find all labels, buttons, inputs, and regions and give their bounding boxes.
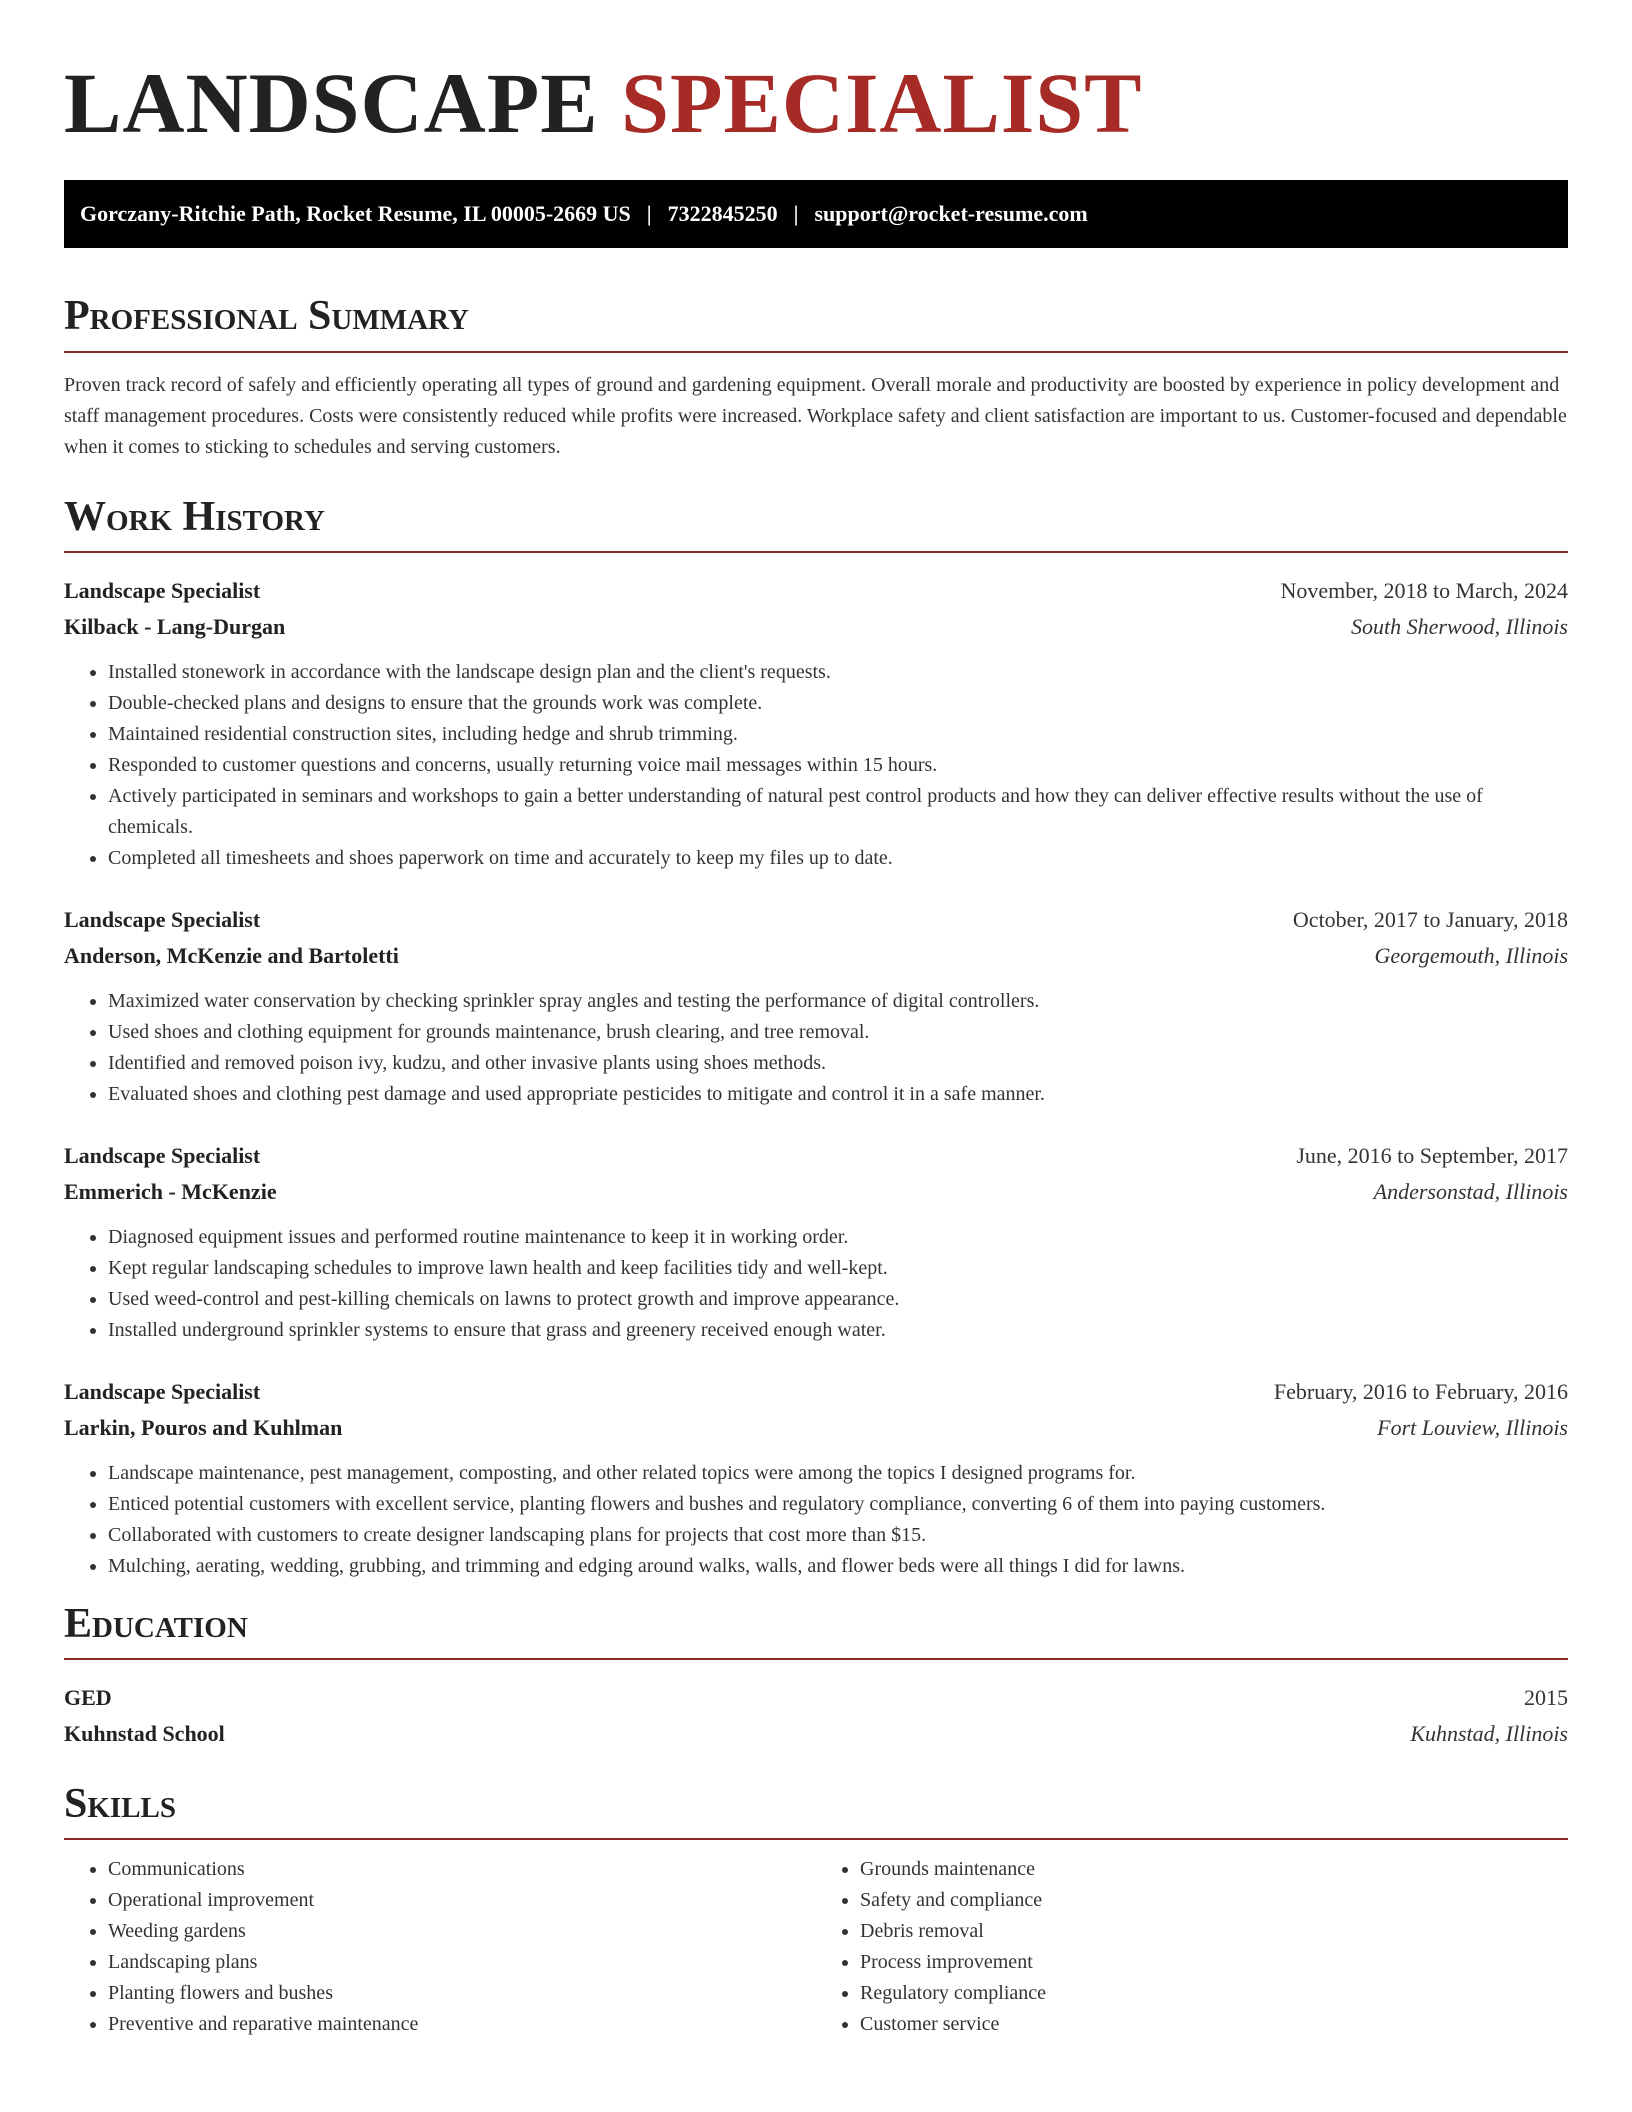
job-bullet: • Double-checked plans and designs to ensure that the grounds work was complete. <box>108 688 1568 719</box>
education-entry <box>64 1680 1568 1752</box>
skill-item: • Planting flowers and bushes <box>108 1978 816 2009</box>
job-bullets <box>64 1222 1568 1346</box>
skills-columns <box>64 1854 1568 2040</box>
job-bullet: • Maintained residential construction sites, including hedge and shrub trimming. <box>108 719 1568 750</box>
job-bullet: • Diagnosed equipment issues and performed routine maintenance to keep it in working order. <box>108 1222 1568 1253</box>
education-school: Kuhnstad School <box>64 1721 225 1747</box>
job-company: Larkin, Pouros and Kuhlman <box>64 1414 343 1440</box>
contact-address: Gorczany-Ritchie Path, Rocket Resume, IL 00005-2669 US <box>80 201 631 227</box>
job-bullet: • Maximized water conservation by checking sprinkler spray angles and testing the performance of digital controllers. <box>108 986 1568 1017</box>
job-bullets <box>64 986 1568 1110</box>
job-entry <box>64 573 1568 874</box>
skills-section <box>64 1780 1568 2040</box>
job-bullet: • Enticed potential customers with excellent service, planting flowers and bushes and regulatory compliance, converting 6 of them into paying customers. <box>108 1489 1568 1520</box>
job-title: Landscape Specialist <box>64 906 261 932</box>
work-history-section <box>64 493 1568 1582</box>
section-divider <box>64 551 1568 553</box>
job-bullet: • Evaluated shoes and clothing pest damage and used appropriate pesticides to mitigate and control it in a safe manner. <box>108 1079 1568 1110</box>
job-dates: February, 2016 to February, 2016 <box>1273 1378 1568 1404</box>
job-dates: November, 2018 to March, 2024 <box>1280 577 1568 603</box>
skill-item: • Safety and compliance <box>860 1885 1568 1916</box>
professional-summary-section <box>64 292 1568 462</box>
skill-item: • Communications <box>108 1854 816 1885</box>
job-bullet: • Installed underground sprinkler systems to ensure that grass and greenery received enough water. <box>108 1315 1568 1346</box>
job-company: Kilback - Lang-Durgan <box>64 613 286 639</box>
job-location: South Sherwood, Illinois <box>1351 613 1568 639</box>
resume-name <box>64 55 1568 151</box>
job-bullet: • Actively participated in seminars and workshops to gain a better understanding of natural pest control products and how they can deliver effective results without the use of chemicals. <box>108 781 1568 843</box>
education-location: Kuhnstad, Illinois <box>1410 1721 1568 1747</box>
section-divider <box>64 1838 1568 1840</box>
skills-list-left <box>64 1854 816 2040</box>
skill-item: • Grounds maintenance <box>860 1854 1568 1885</box>
job-bullets <box>64 657 1568 874</box>
contact-separator: | <box>793 201 799 227</box>
job-location: Georgemouth, Illinois <box>1374 942 1568 968</box>
education-year: 2015 <box>1524 1685 1568 1711</box>
skill-item: • Debris removal <box>860 1916 1568 1947</box>
job-location: Fort Louview, Illinois <box>1377 1414 1568 1440</box>
job-bullet: • Installed stonework in accordance with the landscape design plan and the client's requests. <box>108 657 1568 688</box>
job-bullet: • Completed all timesheets and shoes paperwork on time and accurately to keep my files up to date. <box>108 843 1568 874</box>
education-section <box>64 1600 1568 1752</box>
job-bullet: • Responded to customer questions and concerns, usually returning voice mail messages within 15 hours. <box>108 750 1568 781</box>
skill-item: • Operational improvement <box>108 1885 816 1916</box>
job-bullet: • Used weed-control and pest-killing chemicals on lawns to protect growth and improve appearance. <box>108 1284 1568 1315</box>
job-dates: June, 2016 to September, 2017 <box>1296 1142 1568 1168</box>
job-company: Emmerich - McKenzie <box>64 1178 277 1204</box>
job-title: Landscape Specialist <box>64 1142 261 1168</box>
section-divider <box>64 1658 1568 1660</box>
section-divider <box>64 351 1568 353</box>
job-entry <box>64 902 1568 1110</box>
section-title-skills: Skills <box>64 1781 177 1828</box>
job-bullet: • Mulching, aerating, wedding, grubbing, and trimming and edging around walks, walls, and flower beds were all things I did for lawns. <box>108 1551 1568 1582</box>
job-dates: October, 2017 to January, 2018 <box>1292 906 1568 932</box>
job-bullet: • Collaborated with customers to create designer landscaping plans for projects that cost more than $15. <box>108 1520 1568 1551</box>
skill-item: • Weeding gardens <box>108 1916 816 1947</box>
job-bullet: • Landscape maintenance, pest management, composting, and other related topics were among the topics I designed programs for. <box>108 1458 1568 1489</box>
name-first: LANDSCAPE <box>64 55 599 151</box>
skill-item: • Process improvement <box>860 1947 1568 1978</box>
job-title: Landscape Specialist <box>64 1378 261 1404</box>
job-bullet: • Used shoes and clothing equipment for grounds maintenance, brush clearing, and tree removal. <box>108 1017 1568 1048</box>
job-company: Anderson, McKenzie and Bartoletti <box>64 942 399 968</box>
job-bullet: • Kept regular landscaping schedules to improve lawn health and keep facilities tidy and well-kept. <box>108 1253 1568 1284</box>
summary-text: Proven track record of safely and efficiently operating all types of ground and gardening equipment. Overall morale and productivity are boosted by experience in policy development and staff management procedures. Costs were consistently reduced while profits were increased. Workplace safety and client satisfaction are important to us. Customer-focused and dependable when it comes to sticking to schedules and serving customers. <box>64 373 1567 458</box>
contact-separator: | <box>646 201 652 227</box>
skill-item: • Customer service <box>860 2009 1568 2040</box>
section-title-summary: Professional Summary <box>64 293 469 340</box>
section-title-work: Work History <box>64 493 325 540</box>
job-entry <box>64 1374 1568 1582</box>
contact-bar <box>64 180 1568 248</box>
skill-item: • Preventive and reparative maintenance <box>108 2009 816 2040</box>
contact-phone: 7322845250 <box>667 201 778 227</box>
contact-email: support@rocket-resume.com <box>814 201 1088 227</box>
job-title: Landscape Specialist <box>64 577 261 603</box>
education-degree: GED <box>64 1685 112 1711</box>
job-entry <box>64 1138 1568 1346</box>
job-location: Andersonstad, Illinois <box>1373 1178 1568 1204</box>
name-last: SPECIALIST <box>621 55 1143 151</box>
job-bullet: • Identified and removed poison ivy, kudzu, and other invasive plants using shoes methods. <box>108 1048 1568 1079</box>
skill-item: • Landscaping plans <box>108 1947 816 1978</box>
skills-list-right <box>816 1854 1568 2040</box>
section-title-education: Education <box>64 1600 248 1647</box>
skill-item: • Regulatory compliance <box>860 1978 1568 2009</box>
job-bullets <box>64 1458 1568 1582</box>
